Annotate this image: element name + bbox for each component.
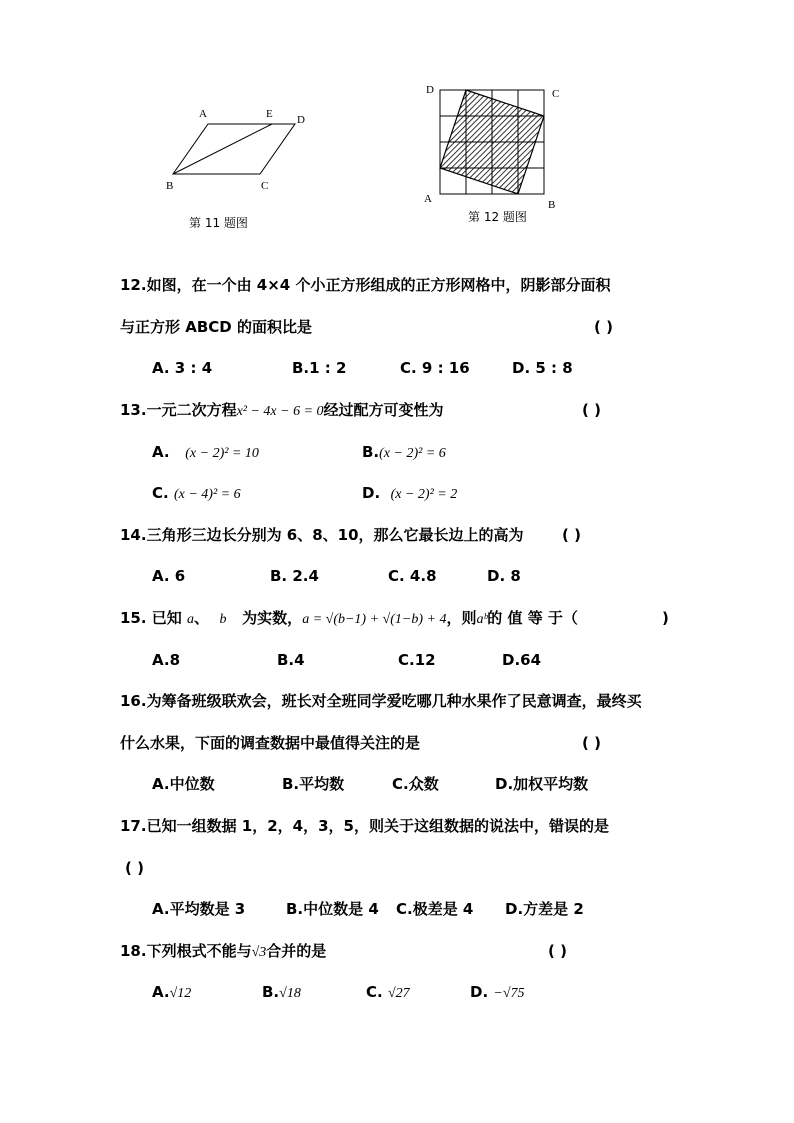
q15-option-a: A.8 [152,651,181,669]
q15-power: aᵇ [476,612,488,627]
q18-answer-paren: ( ) [548,942,567,960]
q15-prefix: 15. 已知 [120,609,182,627]
q16-line1: 16.为筹备班级联欢会，班长对全班同学爱吃哪几种水果作了民意调查，最终买 [120,692,642,710]
q15-sep: 、 [194,609,210,627]
q13-option-d [362,483,457,505]
q14-option-a: A. 6 [152,567,186,585]
q12-answer-paren: ( ) [594,318,613,336]
q12-option-b: B.1 : 2 [292,359,347,377]
figure-12-caption: 第 12 题图 [468,210,527,224]
q13-suffix: 经过配方可变性为 [323,401,444,419]
q12-option-a: A. 3 : 4 [152,359,213,377]
q16-option-d: D.加权平均数 [495,775,589,793]
q14-option-b: B. 2.4 [270,567,319,585]
q18-stem [120,941,326,963]
q13-option-d-expr: (x − 2)² = 2 [390,487,458,502]
q16-line2: 什么水果，下面的调查数据中最值得关注的是 [120,734,421,752]
fig12-label-b: B [548,199,556,210]
q15-mid: 为实数， [242,609,303,627]
q13-option-b-expr: (x − 2)² = 6 [379,446,446,461]
q13-answer-paren: ( ) [582,401,601,419]
fig11-label-a: A [199,108,207,120]
q18-option-c-label: C. [366,983,383,1001]
q12-option-d: D. 5 : 8 [512,359,573,377]
q17-option-c: C.极差是 4 [396,900,474,918]
q18-option-d-label: D. [470,983,489,1001]
figure-11-caption: 第 11 题图 [189,216,248,230]
q18-option-b [262,982,301,1004]
q13-option-b-label: B. [362,443,380,461]
q16-option-c: C.众数 [392,775,439,793]
q18-option-a [152,982,191,1004]
q14-option-d: D. 8 [487,567,521,585]
figure-11-parallelogram [160,100,320,200]
q13-option-c-label: C. [152,484,169,502]
q15-option-c: C.12 [398,651,436,669]
fig12-label-c: C [552,88,560,100]
q17-line1: 17.已知一组数据 1，2，4，3，5，则关于这组数据的说法中，错误的是 [120,817,609,835]
q17-option-a: A.平均数是 3 [152,900,246,918]
q16-answer-paren: ( ) [582,734,601,752]
q13-prefix: 13.一元二次方程 [120,401,237,419]
q18-suffix: 合并的是 [266,942,327,960]
q12-line2: 与正方形 ABCD 的面积比是 [120,318,312,336]
q18-option-c-expr: √27 [387,986,410,1001]
q15-stem [120,608,578,630]
q17-option-d: D.方差是 2 [505,900,584,918]
q17-answer-paren: ( ) [125,859,144,877]
q17-option-b: B.中位数是 4 [286,900,379,918]
q13-stem [120,400,444,422]
q15-then: ，则 [446,609,477,627]
q14-stem: 14.三角形三边长分别为 6、8、10，那么它最长边上的高为 [120,526,524,544]
q18-option-b-label: B. [262,983,280,1001]
q18-option-c [366,982,410,1004]
q15-option-b: B.4 [277,651,305,669]
q18-option-d-expr: −√75 [493,986,525,1001]
q16-option-b: B.平均数 [282,775,345,793]
q18-option-a-label: A. [152,983,170,1001]
q13-option-a-expr: (x − 2)² = 10 [185,446,259,461]
q18-option-b-expr: √18 [279,986,301,1001]
q18-radical: √3 [251,945,267,960]
q15-equation: a = √(b−1) + √(1−b) + 4 [302,612,447,627]
q14-option-c: C. 4.8 [388,567,437,585]
q13-option-a-label: A. [152,443,170,461]
fig11-label-b: B [166,180,174,192]
q12-line1: 12.如图，在一个由 4×4 个小正方形组成的正方形网格中，阴影部分面积 [120,276,611,294]
q15-var-a: a [187,612,195,627]
q15-option-d: D.64 [502,651,542,669]
fig11-label-c: C [261,180,269,192]
fig12-label-a: A [424,193,432,205]
q13-option-d-label: D. [362,484,381,502]
q15-close-paren: ) [662,609,669,627]
q18-prefix: 18.下列根式不能与 [120,942,252,960]
q13-option-b [362,442,446,464]
q13-option-c [152,483,241,505]
q12-option-c: C. 9 : 16 [400,359,470,377]
q18-option-d [470,982,525,1004]
q15-var-b: b [219,612,227,627]
figure-12-grid [420,80,570,210]
fig11-label-d: D [297,114,305,126]
q16-option-a: A.中位数 [152,775,215,793]
q15-suffix: 的 值 等 于（ [487,609,578,627]
fig11-label-e: E [266,108,273,120]
q13-option-c-expr: (x − 4)² = 6 [173,487,241,502]
fig12-label-d: D [426,84,434,96]
q14-answer-paren: ( ) [562,526,581,544]
q13-equation: x² − 4x − 6 = 0 [236,404,324,419]
q13-option-a [152,442,259,464]
q18-option-a-expr: √12 [169,986,192,1001]
